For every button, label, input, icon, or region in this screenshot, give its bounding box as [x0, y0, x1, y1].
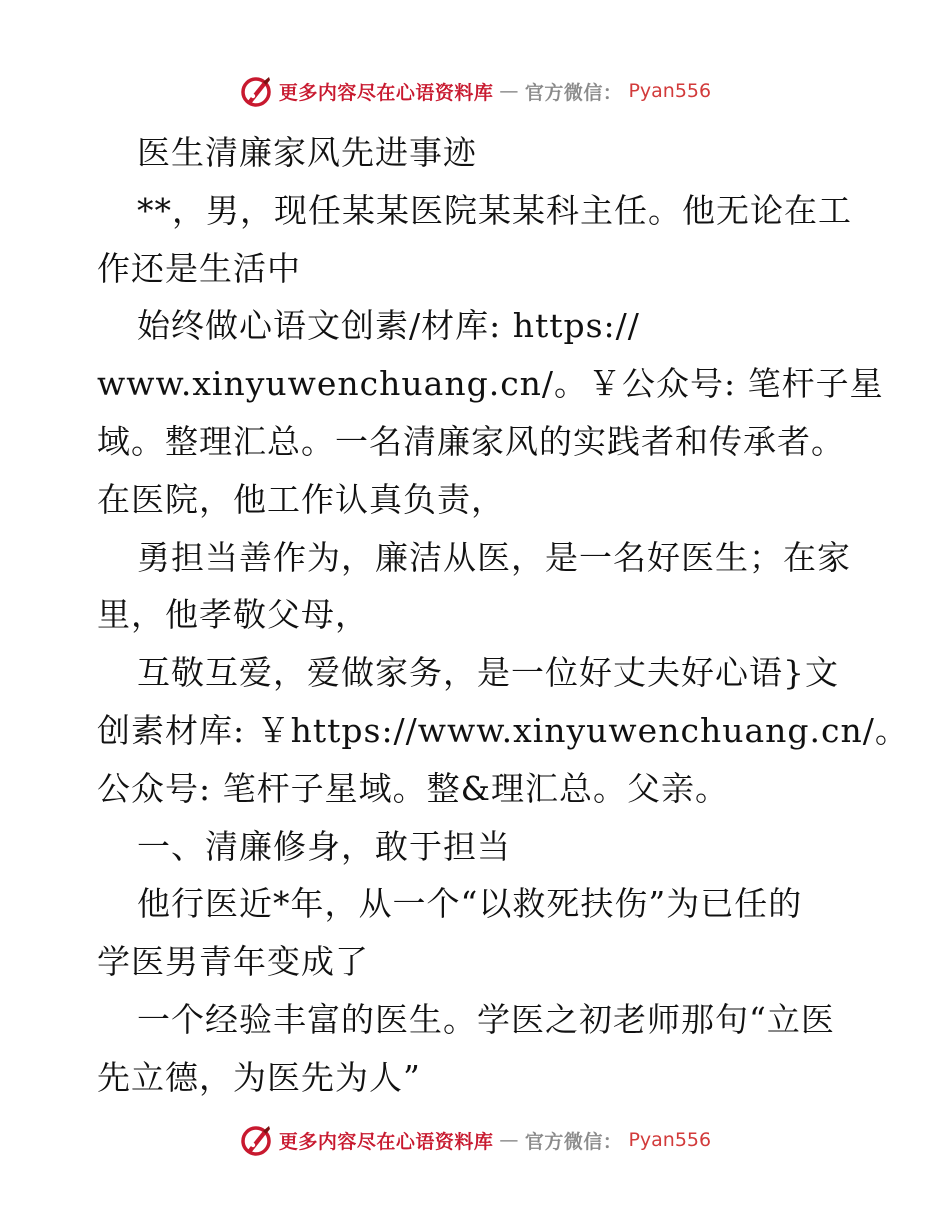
watermark-wechat-label: 官方微信： — [524, 81, 623, 104]
quill-logo-icon — [239, 1123, 273, 1157]
document-line: 公众号: 笔杆子星域。整&理汇总。父亲。 — [97, 768, 729, 808]
document-line: 作还是生活中 — [97, 248, 301, 288]
watermark-wechat-label: 官方微信： — [524, 1130, 623, 1153]
document-line: 互敬互爱，爱做家务，是一位好丈夫好心语}文 — [137, 653, 839, 693]
document-line: 域。整理汇总。一名清廉家风的实践者和传承者。 — [97, 421, 845, 461]
document-line: www.xinyuwenchuang.cn/。￥公众号: 笔杆子星 — [97, 364, 884, 404]
watermark-dash: — — [499, 1129, 519, 1151]
document-line: 他行医近*年，从一个“以救死扶伤”为已任的 — [137, 884, 803, 924]
watermark-banner-top — [0, 71, 950, 111]
watermark-site-text: 更多内容尽在心语资料库 — [278, 1130, 494, 1153]
document-body — [97, 124, 909, 1107]
document-line: 一个经验丰富的医生。学医之初老师那句“立医 — [137, 999, 835, 1039]
document-line: 医生清廉家风先进事迹 — [137, 133, 477, 172]
document-line: 始终做心语文创素/材库: https:// — [137, 306, 640, 346]
document-line: 先立德，为医先为人” — [97, 1057, 421, 1097]
watermark-site-text: 更多内容尽在心语资料库 — [278, 81, 494, 104]
quill-logo-icon — [239, 74, 273, 108]
document-line: **，男，现任某某医院某某科主任。他无论在工 — [137, 190, 852, 230]
document-line: 里，他孝敬父母， — [97, 595, 369, 635]
document-line: 学医男青年变成了 — [97, 942, 369, 982]
document-line: 一、清廉修身，敢于担当 — [137, 826, 511, 866]
document-line: 创素材库: ￥https://www.xinyuwenchuang.cn/。 — [97, 710, 909, 750]
watermark-wechat-id: Pyan556 — [628, 80, 712, 102]
document-line: 在医院，他工作认真负责， — [97, 479, 505, 519]
watermark-banner-bottom — [0, 1120, 950, 1160]
watermark-dash: — — [499, 80, 519, 102]
watermark-wechat-id: Pyan556 — [628, 1129, 712, 1151]
document-line: 勇担当善作为，廉洁从医，是一名好医生；在家 — [137, 537, 851, 577]
